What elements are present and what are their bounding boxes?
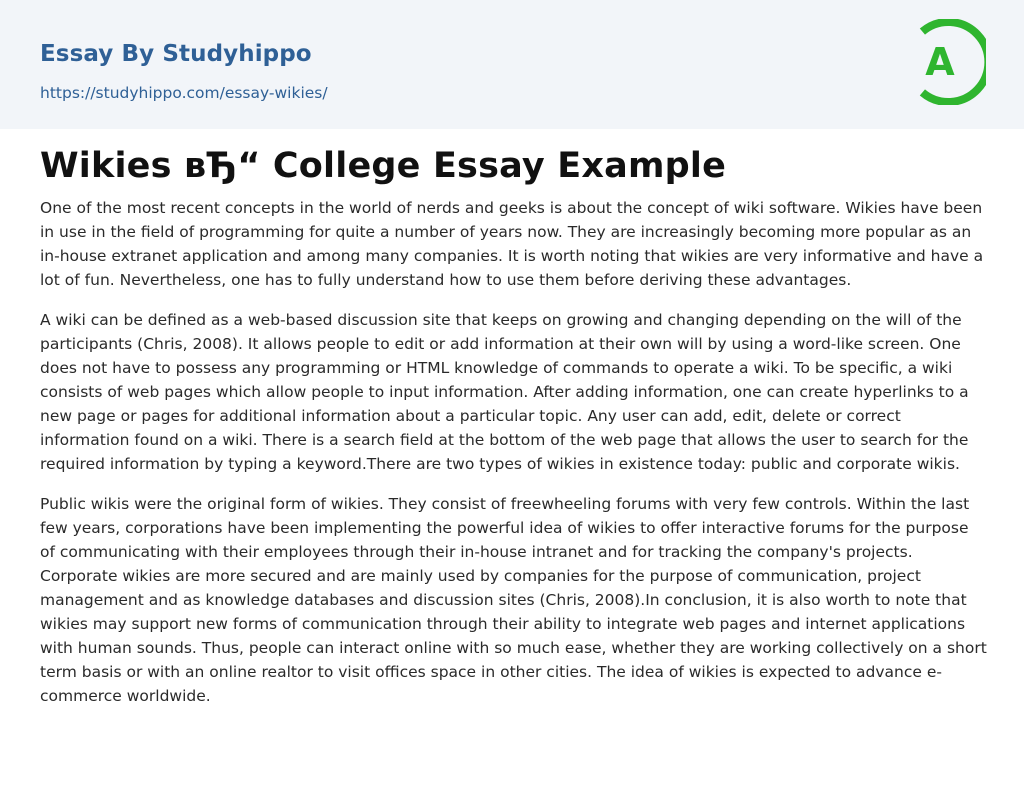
page-title: Wikies вЂ“ College Essay Example xyxy=(40,146,727,186)
logo-letter: A xyxy=(925,40,955,84)
essay-body xyxy=(40,196,988,724)
site-header xyxy=(0,0,1024,129)
essay-paragraph: A wiki can be defined as a web-based discussion site that keeps on growing and changing depending on the will of the participants (Chris, 2008). It allows people to edit or add information at their own will by using a word-like screen. One does not have to possess any programming or HTML knowledge of commands to operate a wiki. To be specific, a wiki consists of web pages which allow people to input information. After adding information, one can create hyperlinks to a new page or pages for additional information about a particular topic. Any user can add, edit, delete or correct information found on a wiki. There is a search field at the bottom of the web page that allows the user to search for the required information by typing a keyword.There are two types of wikies in existence today: public and corporate wikis. xyxy=(40,311,969,473)
essay-paragraph: Public wikis were the original form of wikies. They consist of freewheeling forums with very few controls. Within the last few years, corporations have been implementing the powerful idea of wikies to offer interactive forums for the purpose of communicating with their employees through their in-house intranet and for tracking the company's projects. Corporate wikies are more secured and are mainly used by companies for the purpose of communication, project management and as knowledge databases and discussion sites (Chris, 2008).In conclusion, it is also worth to note that wikies may support new forms of communication through their ability to integrate web pages and internet applications with human sounds. Thus, people can interact online with so much ease, whether they are working collectively on a short term basis or with an online realtor to visit offices space in other cities. The idea of wikies is expected to advance e-commerce worldwide. xyxy=(40,495,987,705)
essay-url-link[interactable]: https://studyhippo.com/essay-wikies/ xyxy=(40,84,328,102)
studyhippo-a-logo-icon[interactable] xyxy=(912,19,986,105)
site-brand[interactable]: Essay By Studyhippo xyxy=(40,41,312,67)
essay-paragraph: One of the most recent concepts in the world of nerds and geeks is about the concept of wiki software. Wikies have been in use in the field of programming for quite a number of years now. They are increasingly becoming more popular as an in-house extranet application and among many companies. It is worth noting that wikies are very informative and have a lot of fun. Nevertheless, one has to fully understand how to use them before deriving these advantages. xyxy=(40,199,984,289)
